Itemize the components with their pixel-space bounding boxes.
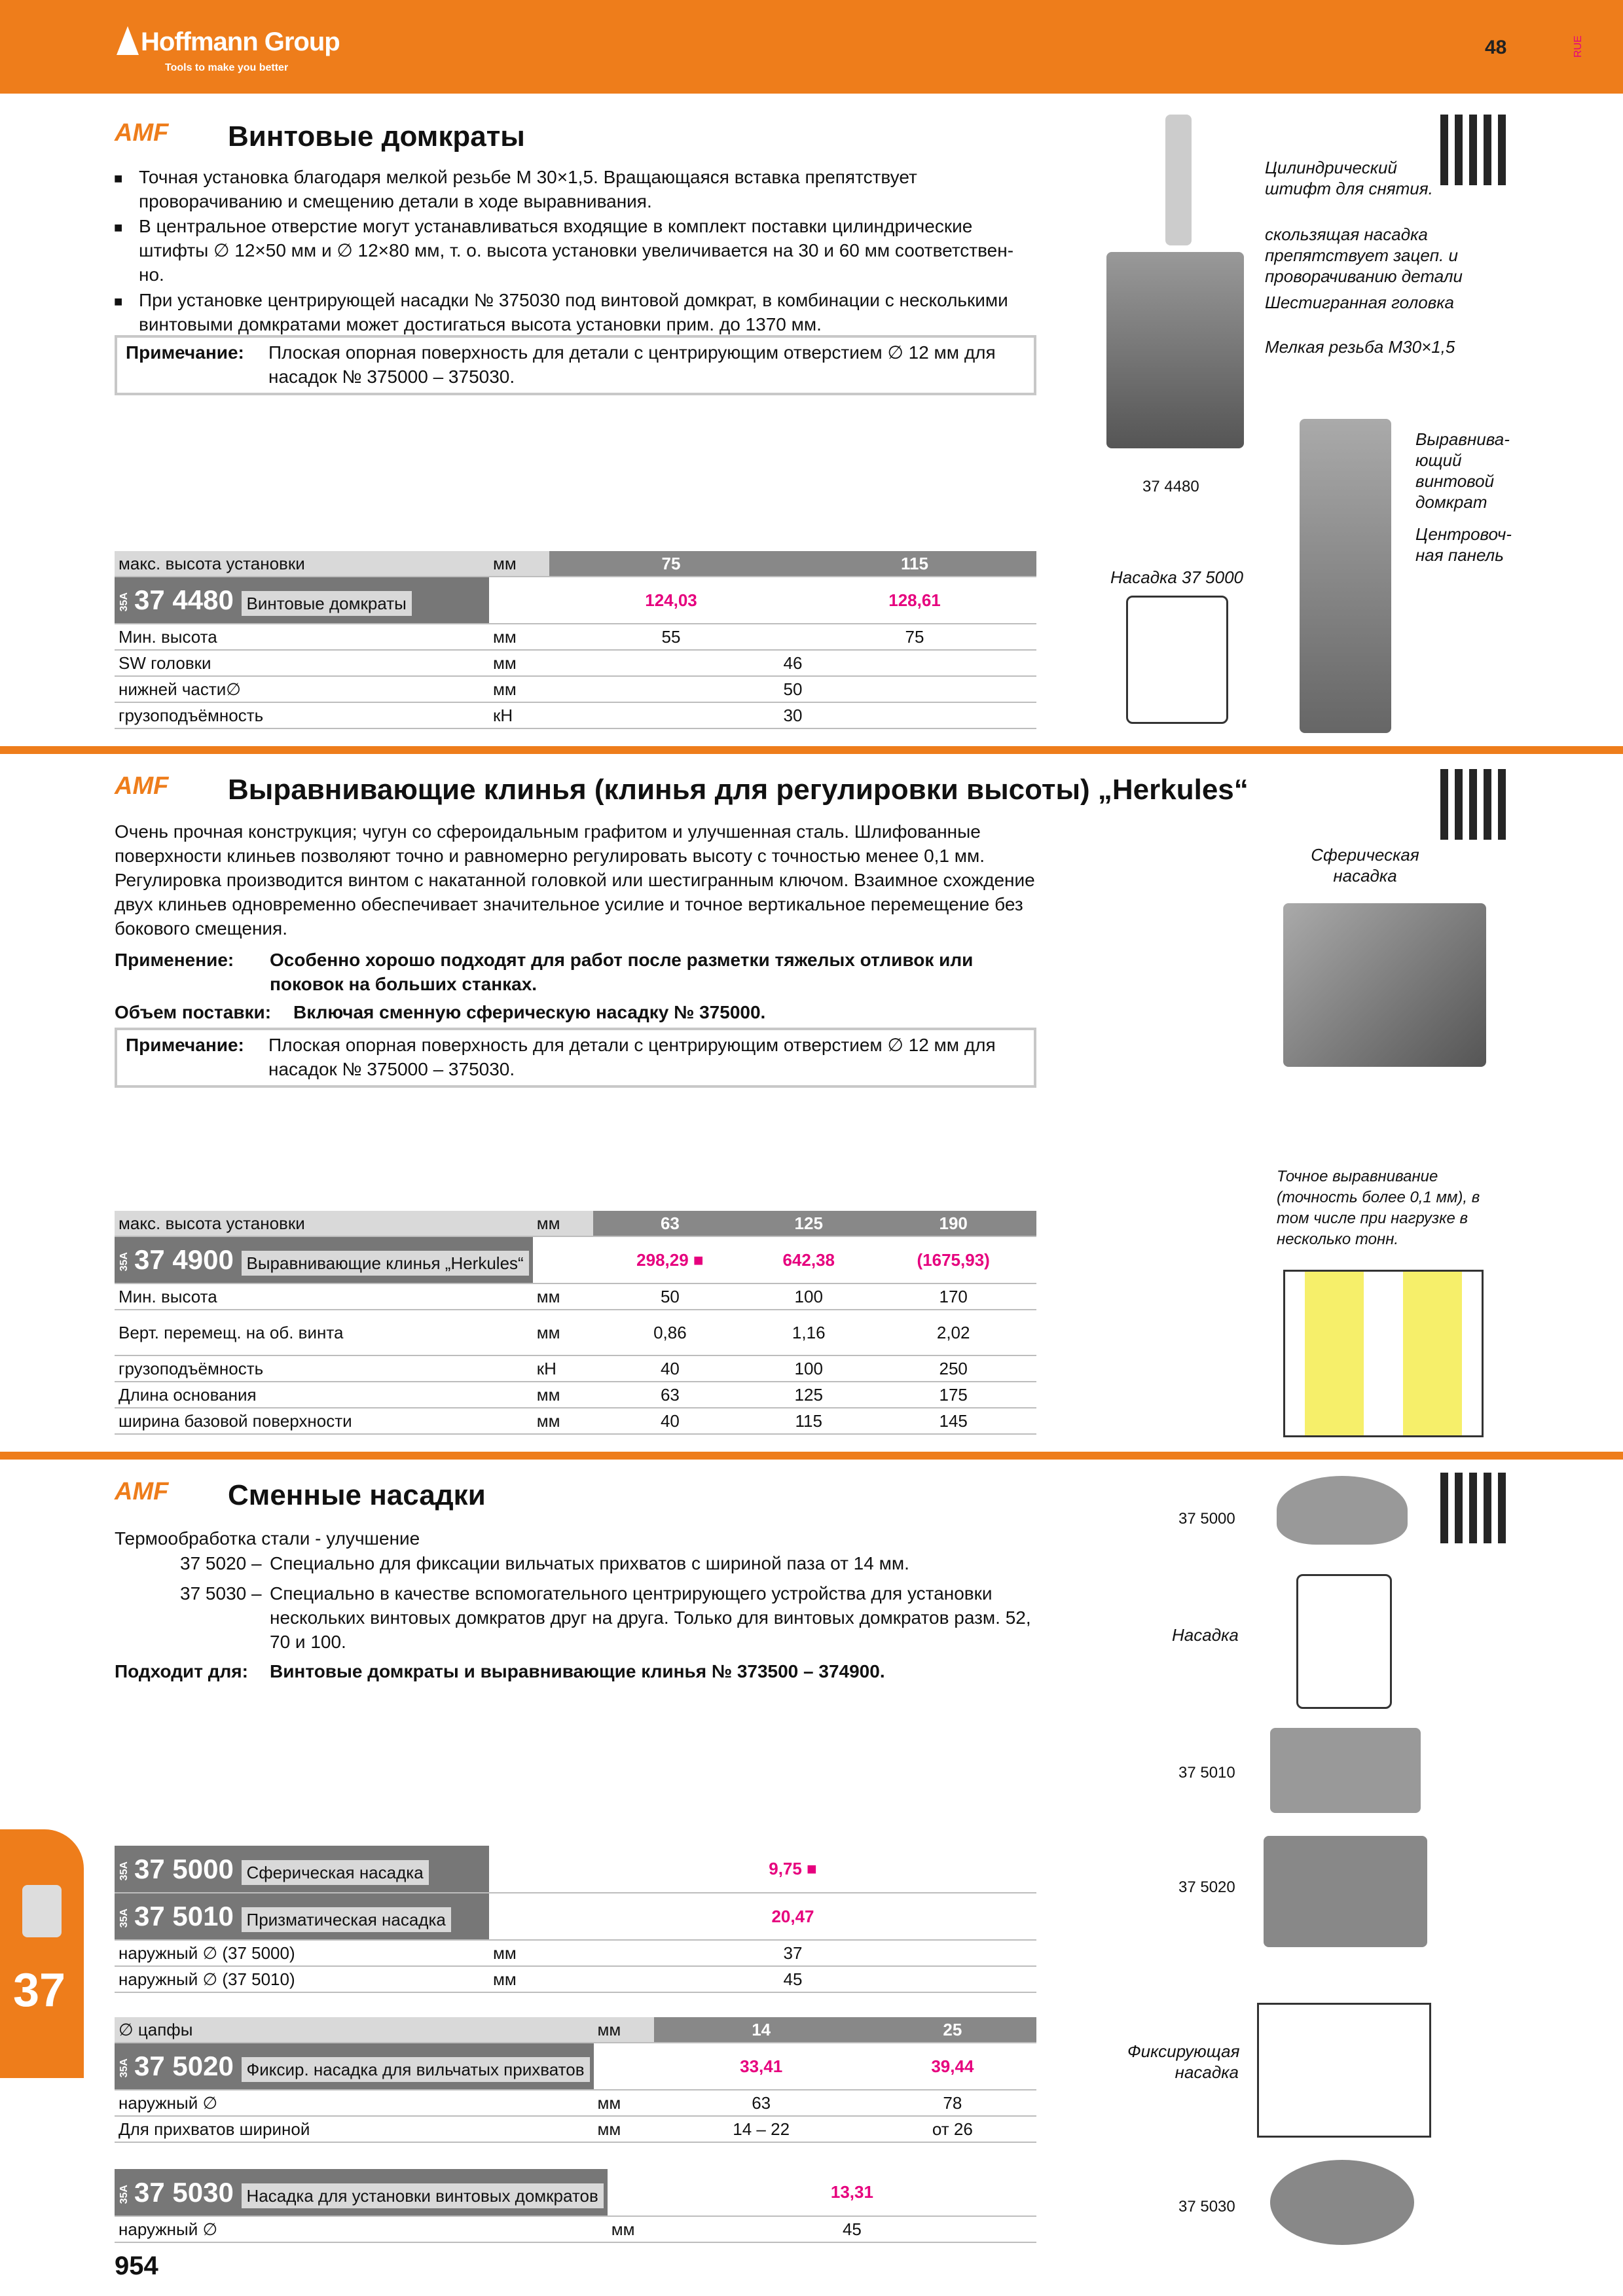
- wedges-description: Очень прочная конструкция; чугун со сфероидальным графитом и улучшенная сталь. Шлифованные поверхности клиньев позволяют точно и равномерно регулировать высоту с точностью менее 0,1 мм. Регулировка производится винтом с накатанной головкой или шестигранным ключом. Взаимное схождение двух клиньев одновременно обеспечивает значительное усилие и точное вертикальное перемещение без бокового смещения.: [115, 821, 1035, 939]
- page-number: 954: [115, 2251, 158, 2280]
- inserts-subtitle: Термообработка стали - улучшение: [115, 1528, 420, 1549]
- screw-jack-image: [1106, 252, 1244, 448]
- section-title-screw-jacks: Винтовые домкраты: [228, 120, 525, 152]
- note-text: Плоская опорная поверхность для детали с центрирующим отверстием ∅ 12 мм для насадок № 375000 – 375030.: [268, 1035, 996, 1079]
- caption: Насадка 37 5000: [1110, 567, 1244, 587]
- wedge-image: [1283, 903, 1486, 1067]
- spherical-insert-image: [1277, 1476, 1408, 1545]
- table-row: Длина основания: [115, 1382, 533, 1408]
- table-row: грузоподъёмность: [115, 702, 489, 728]
- pin-image: [1165, 115, 1192, 245]
- insert-drawing: [1296, 1574, 1392, 1709]
- brand-name: Hoffmann Group: [141, 27, 340, 56]
- page-number-top: 48: [1485, 37, 1507, 58]
- caption: Точное выравнивание (точность более 0,1 мм), в том числе при нагрузке в несколько тонн.: [1277, 1168, 1480, 1248]
- qr-code-icon: [1440, 769, 1511, 840]
- language-code: RUE: [1573, 35, 1584, 58]
- chapter-tab: [0, 1829, 84, 2078]
- caption: Цилиндрический штифт для снятия.: [1265, 158, 1433, 198]
- article-number: 35A 37 5010 Призматическая насадка: [115, 1893, 489, 1940]
- article-number: 35A 37 5000 Сферическая насадка: [115, 1846, 489, 1893]
- caption: Фиксирующая насадка: [1127, 2041, 1240, 2082]
- price: 642,38: [747, 1236, 870, 1283]
- table-header-label: макс. высота установки: [115, 551, 489, 577]
- table-row: наружный ∅: [115, 2216, 608, 2242]
- price: 20,47: [549, 1893, 1036, 1940]
- table-row: наружный ∅ (37 5010): [115, 1966, 489, 1992]
- table-row: Для прихватов шириной: [115, 2116, 594, 2142]
- note-text: Плоская опорная поверхность для детали с центрирующим отверстием ∅ 12 мм для насадок № 375000 – 375030.: [268, 342, 996, 387]
- caption: 37 5020: [1178, 1878, 1235, 1896]
- table-row: Мин. высота: [115, 624, 489, 650]
- table-row: нижней части∅: [115, 676, 489, 702]
- table-row: ширина базовой поверхности: [115, 1408, 533, 1434]
- qr-code-icon: [1440, 115, 1511, 185]
- spec-table-375030: 35A 37 5030 Насадка для установки винтовых домкратов 13,31 наружный ∅ мм 45: [115, 2169, 1036, 2243]
- size-col: 75: [549, 551, 793, 577]
- item-text: Специально в качестве вспомогательного центрирующего устройства для установки нескольких винтовых домкратов друг на друга. Только для винтовых домкратов разм. 52, 70 и 100.: [270, 1583, 1031, 1652]
- article-number: 35A 37 4900 Выравнивающие клинья „Herkules“: [115, 1236, 533, 1283]
- size-col: 115: [793, 551, 1036, 577]
- fixing-insert-image: [1264, 1836, 1427, 1947]
- table-row: SW головки: [115, 650, 489, 676]
- caption: 37 5010: [1178, 1764, 1235, 1782]
- price: 33,41: [654, 2043, 869, 2090]
- spec-table-374480: макс. высота установки мм 75 115 35A 37 4480 Винтовые домкраты 124,03 128,61 Мин. высота мм 55 75 SW головки мм 46 нижней части∅ мм 50 грузоподъёмность кН 30: [115, 551, 1036, 729]
- price: 128,61: [793, 577, 1036, 624]
- supply-text: Включая сменную сферическую насадку № 375000.: [293, 1002, 766, 1022]
- caption: 37 4480: [1142, 478, 1199, 495]
- table-row: наружный ∅ (37 5000): [115, 1940, 489, 1966]
- spec-table-375020: ∅ цапфы мм 14 25 35A 37 5020 Фиксир. насадка для вильчатых прихватов 33,41 39,44 наружный ∅ мм 63 78 Для прихватов шириной мм 14 – 22 от 26: [115, 2017, 1036, 2143]
- bullet-3: ■ При установке центрирующей насадки № 375030 под винтовой домкрат, в комбинации с несколькими винтовыми домкратами может достигаться высота установки прим. до 1370 мм.: [139, 288, 1029, 336]
- caption: 37 5030: [1178, 2198, 1235, 2215]
- amf-logo: AMF: [115, 119, 169, 147]
- stacked-jack-image: [1300, 419, 1391, 733]
- caption: скользящая насадка препятствует зацеп. и проворачиванию детали: [1265, 224, 1463, 286]
- note-label: Примечание:: [126, 1035, 244, 1055]
- section-divider: [0, 1452, 1623, 1460]
- unit: мм: [489, 551, 549, 577]
- caption: Шестигранная головка: [1265, 293, 1454, 312]
- section-title-wedges: Выравнивающие клинья (клинья для регулировки высоты) „Herkules“: [228, 774, 1249, 806]
- caption: Сферическая насадка: [1311, 845, 1419, 886]
- bullet-2: ■ В центральное отверстие могут устанавливаться входящие в комплект поставки цилиндрические штифты ∅ 12×50 мм и ∅ 12×80 мм, т. о. высота установки увеличивается на 30 и 60 мм соответственно.: [139, 214, 1029, 287]
- section-divider: [0, 746, 1623, 754]
- table-row: Верт. перемещ. на об. винта: [115, 1310, 533, 1355]
- item-text: Специально для фиксации вильчатых прихватов с шириной паза от 14 мм.: [270, 1553, 909, 1573]
- article-number: 35A 37 5030 Насадка для установки винтовых домкратов: [115, 2169, 608, 2216]
- caption: 37 5000: [1178, 1510, 1235, 1528]
- caption: Мелкая резьба M30×1,5: [1265, 337, 1455, 357]
- price: (1675,93): [870, 1236, 1036, 1283]
- table-row: наружный ∅: [115, 2090, 594, 2116]
- apply-text: Особенно хорошо подходят для работ после разметки тяжелых отливок или поковок на больших станках.: [270, 950, 974, 994]
- chapter-number: 37: [13, 1964, 66, 2017]
- table-row: Мин. высота: [115, 1283, 533, 1310]
- wedge-drawing: [1283, 1270, 1484, 1437]
- section-title-inserts: Сменные насадки: [228, 1479, 486, 1511]
- article-number: 35A 37 4480 Винтовые домкраты: [115, 577, 489, 624]
- table-header-label: макс. высота установки: [115, 1211, 533, 1236]
- brand-tagline: Tools to make you better: [165, 62, 289, 73]
- item-code: 37 5020 –: [180, 1553, 262, 1573]
- qr-code-icon: [1440, 1473, 1511, 1543]
- bullet-1: ■ Точная установка благодаря мелкой резьбе M 30×1,5. Вращающаяся вставка препятствует проворачиванию и смещению детали в ходе выравнивания.: [139, 165, 1029, 213]
- price: 298,29 ■: [593, 1236, 747, 1283]
- amf-logo: AMF: [115, 772, 169, 800]
- table-row: грузоподъёмность: [115, 1355, 533, 1382]
- fits-text: Винтовые домкраты и выравнивающие клинья № 373500 – 374900.: [270, 1661, 885, 1681]
- amf-logo: AMF: [115, 1478, 169, 1505]
- price: 9,75 ■: [549, 1846, 1036, 1893]
- price: 13,31: [668, 2169, 1036, 2216]
- centering-insert-image: [1270, 2160, 1414, 2245]
- spec-table-375000-375010: 35A 37 5000 Сферическая насадка 9,75 ■ 35A 37 5010 Призматическая насадка 20,47 наружный ∅ (37 5000) мм 37 наружный ∅ (37 5010) мм 45: [115, 1846, 1036, 1993]
- fits-label: Подходит для:: [115, 1661, 248, 1681]
- apply-label: Применение:: [115, 950, 234, 970]
- fixing-insert-drawing: [1257, 2003, 1431, 2138]
- item-code: 37 5030 –: [180, 1583, 262, 1604]
- supply-label: Объем поставки:: [115, 1002, 272, 1022]
- spec-table-374900: макс. высота установки мм 63 125 190 35A 37 4900 Выравнивающие клинья „Herkules“ 298,29 ■ 642,38 (1675,93) Мин. высота мм 50 100 170 Верт. перемещ. на об. винта мм 0,86 1,16 2,02 грузоподъёмность кН 40 100 250 Длина основания мм 63 125 175 ширина базовой поверхности мм 40 115 145: [115, 1211, 1036, 1435]
- note-label: Примечание:: [126, 342, 244, 363]
- insert-drawing: [1126, 596, 1228, 724]
- caption: Насадка: [1172, 1625, 1239, 1645]
- caption: Выравнива-ющий винтовой домкрат: [1415, 429, 1510, 512]
- price: 124,03: [549, 577, 793, 624]
- chapter-icon: [22, 1885, 62, 1937]
- prism-insert-image: [1270, 1728, 1421, 1813]
- price: 39,44: [869, 2043, 1036, 2090]
- article-number: 35A 37 5020 Фиксир. насадка для вильчатых прихватов: [115, 2043, 594, 2090]
- caption: Центровоч-ная панель: [1415, 524, 1512, 565]
